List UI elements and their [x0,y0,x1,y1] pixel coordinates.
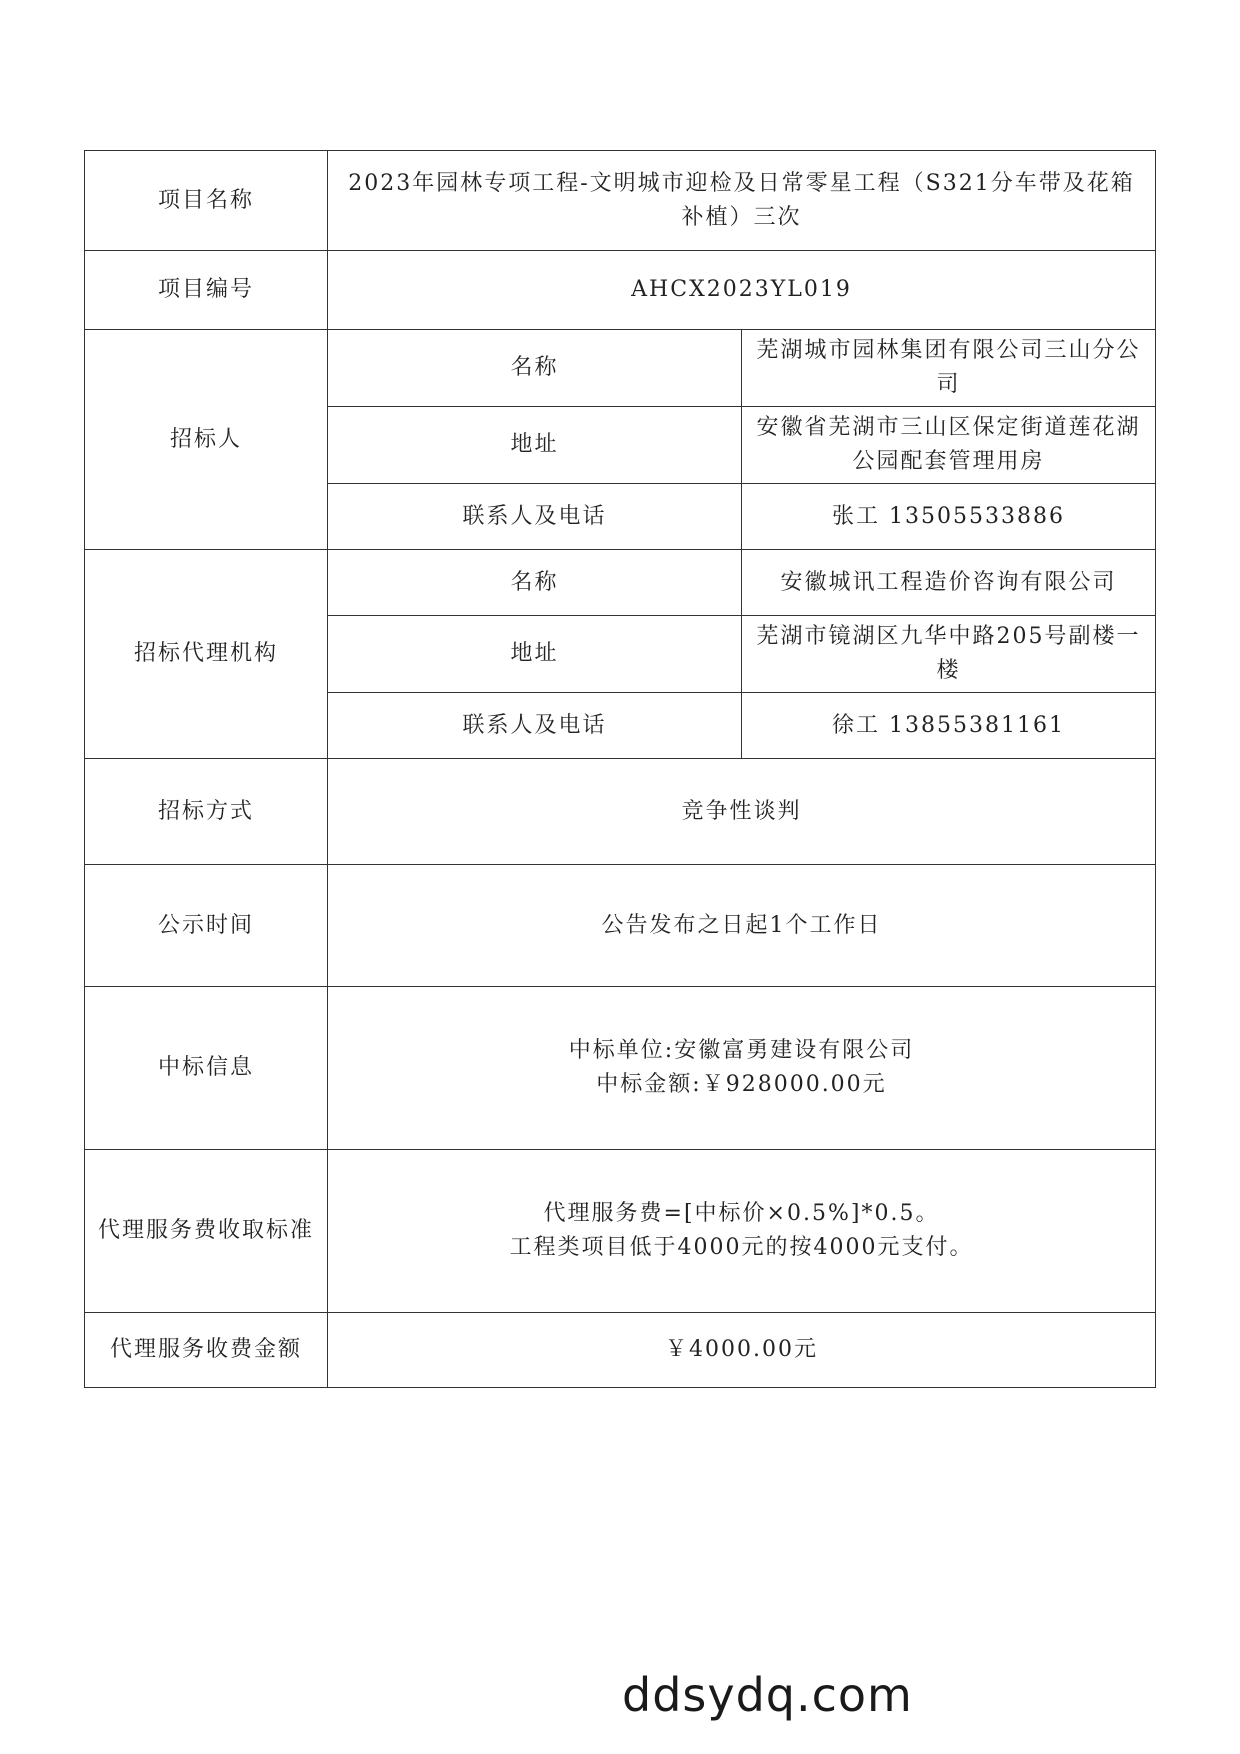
row-notice-period [85,865,1156,987]
row-method [85,759,1156,865]
fee-standard-value [328,1150,1156,1313]
row-agency-name [85,550,1156,616]
row-tenderer-name [85,330,1156,407]
winner-unit: 中标单位:安徽富勇建设有限公司 [568,1038,915,1063]
fee-amount-value: ￥4000.00元 [328,1313,1156,1388]
notice-period-label: 公示时间 [85,865,328,987]
fee-standard-line1: 代理服务费=[中标价×0.5%]*0.5。 [543,1201,940,1226]
agency-address-value: 芜湖市镜湖区九华中路205号副楼一楼 [742,616,1156,693]
project-name-label: 项目名称 [85,151,328,251]
method-label: 招标方式 [85,759,328,865]
winner-value [328,987,1156,1150]
agency-label: 招标代理机构 [85,550,328,759]
tenderer-name-label: 名称 [328,330,742,407]
agency-contact-value: 徐工 13855381161 [742,693,1156,759]
project-name-value: 2023年园林专项工程-文明城市迎检及日常零星工程（S321分车带及花箱补植）三次 [328,151,1156,251]
fee-amount-label: 代理服务收费金额 [85,1313,328,1388]
fee-standard-label: 代理服务费收取标准 [85,1150,328,1313]
fee-standard-line2: 工程类项目低于4000元的按4000元支付。 [509,1235,974,1260]
project-code-label: 项目编号 [85,251,328,330]
row-fee-amount [85,1313,1156,1388]
project-code-value: AHCX2023YL019 [328,251,1156,330]
winner-amount: 中标金额:￥928000.00元 [596,1072,887,1097]
winner-label: 中标信息 [85,987,328,1150]
tenderer-name-value: 芜湖城市园林集团有限公司三山分公司 [742,330,1156,407]
agency-contact-label: 联系人及电话 [328,693,742,759]
tenderer-contact-value: 张工 13505533886 [742,484,1156,550]
tenderer-address-value: 安徽省芜湖市三山区保定街道莲花湖公园配套管理用房 [742,407,1156,484]
site-watermark: ddsydq.com [622,1668,913,1722]
agency-name-label: 名称 [328,550,742,616]
row-winner [85,987,1156,1150]
agency-address-label: 地址 [328,616,742,693]
row-project-name [85,151,1156,251]
row-fee-standard [85,1150,1156,1313]
tender-result-table [84,150,1156,1388]
tenderer-label: 招标人 [85,330,328,550]
tenderer-contact-label: 联系人及电话 [328,484,742,550]
tenderer-address-label: 地址 [328,407,742,484]
notice-period-value: 公告发布之日起1个工作日 [328,865,1156,987]
row-project-code [85,251,1156,330]
method-value: 竞争性谈判 [328,759,1156,865]
agency-name-value: 安徽城讯工程造价咨询有限公司 [742,550,1156,616]
